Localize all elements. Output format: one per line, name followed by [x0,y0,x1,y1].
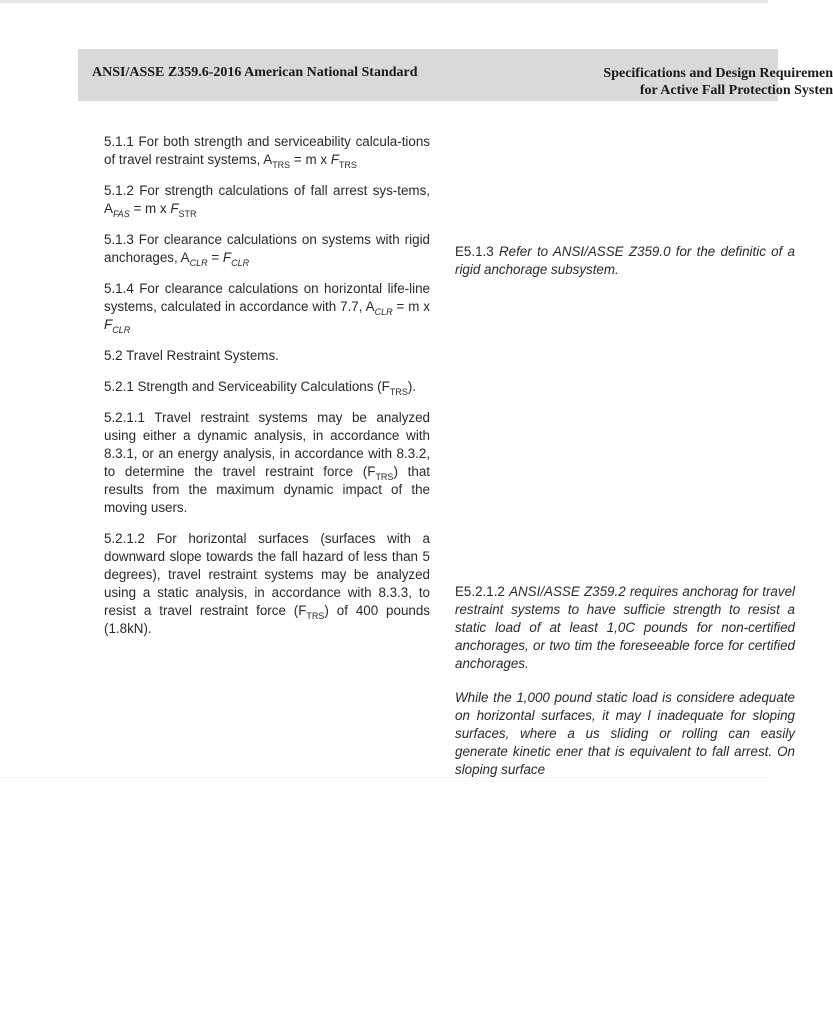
clause-5-2-1-2: 5.2.1.2 For horizontal surfaces (surfaces with a downward slope towards the fall hazard of less than 5 degrees), travel restraint systems may be analyzed using a static analysis, in accordance with 8.3.3, to resist a travel restraint force $(F_{TRS})$ of 400 pounds (1.8kN). [104,531,430,636]
clause-5-2-heading: 5.2 Travel Restraint Systems. [104,348,279,363]
explanation-e5-2-1-2: E5.2.1.2 ANSI/ASSE Z359.2 requires anchorag for travel restraint systems to have sufficie strength to resist a static load of at least 1,0C pounds for non-certified anchorages, or two tim the foreseeable force for certified anchorages. [455,584,795,671]
page-header [78,49,833,101]
clause-5-1-4: 5.1.4 For clearance calculations on horizontal life-line systems, calculated in accordance with 7.7, $A_{CLR} = m$ x $F_{CLR}$ [104,281,430,335]
explanation-sloping-surfaces: While the 1,000 pound static load is considere adequate on horizontal surfaces, it may l inadequate for sloping surfaces, where a us sliding or rolling can easily generate kinetic ener that is equivalent to fall arrest. On sloping surface [455,690,795,777]
header-section-title [533,65,833,99]
blank-area [0,777,768,1025]
clause-5-1-1: 5.1.1 For both strength and serviceability calcula-tions of travel restraint systems, $A_{TRS} = m$ x $F_{TRS}$ [104,134,430,170]
clause-5-2-1: 5.2.1 Strength and Serviceability Calculations $(F_{TRS})$. [104,379,417,397]
document-page [0,3,833,777]
standard-text-column [104,133,430,651]
clause-5-1-3: 5.1.3 For clearance calculations on systems with rigid anchorages, $A_{CLR} = F_{CLR}$ [104,232,430,268]
header-section-title-line2: for Active Fall Protection Systen [639,83,833,98]
clause-5-2-1-1: 5.2.1.1 Travel restraint systems may be analyzed using either a dynamic analysis, in accordance with 8.3.1, or an energy analysis, in accordance with 8.3.2, to determine the travel restraint force $(F_{TRS})$ that results from the maximum dynamic impact of the moving users. [104,410,430,515]
header-standard-title: ANSI/ASSE Z359.6-2016 American National Standard [92,65,418,80]
clause-5-1-2: 5.1.2 For strength calculations of fall arrest sys-tems, $A_{FAS} = m$ x $F_{STR}$ [104,183,430,219]
header-section-title-line1: Specifications and Design Requiremen [603,66,833,81]
explanation-e5-1-3: E5.1.3 Refer to ANSI/ASSE Z359.0 for the definitic of a rigid anchorage subsystem. [455,244,796,277]
